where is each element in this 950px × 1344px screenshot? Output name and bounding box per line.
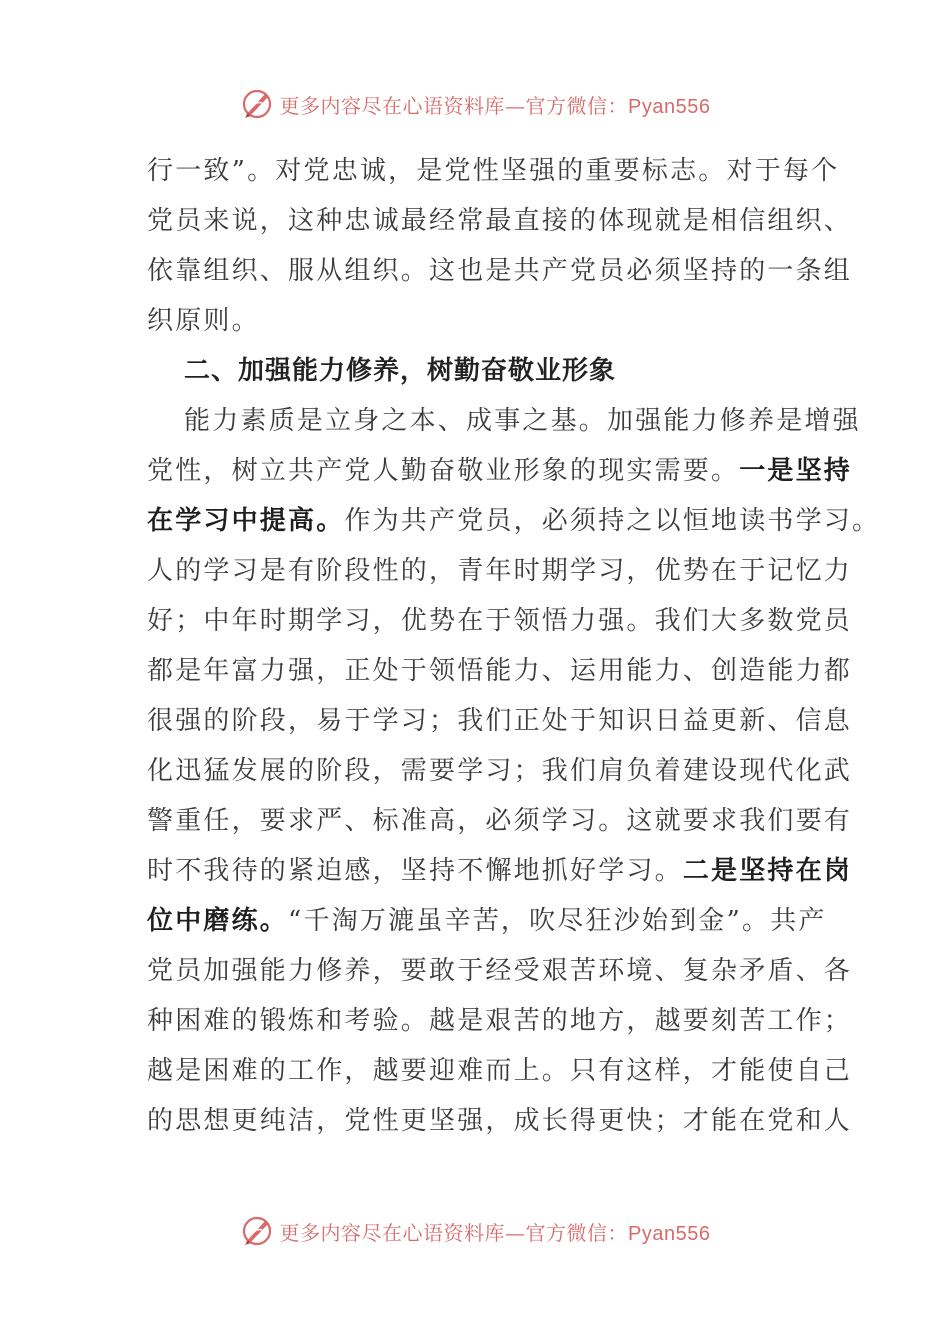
header-banner [0, 84, 950, 124]
text-line: 党员加强能力修养，要敢于经受艰苦环境、复杂矛盾、各 [147, 956, 853, 986]
text-line: 织原则。 [147, 306, 260, 336]
text-line: 依靠组织、服从组织。这也是共产党员必须坚持的一条组 [147, 256, 853, 286]
text-line: 都是年富力强，正处于领悟能力、运用能力、创造能力都 [147, 656, 853, 686]
wechat-id: Pyan556 [628, 95, 711, 118]
pen-circle-logo-icon [240, 1214, 274, 1248]
text-line: 位中磨练。“千淘万漉虽辛苦，吹尽狂沙始到金”。共产 [147, 906, 827, 936]
wechat-id: Pyan556 [628, 1222, 711, 1245]
text-line: 人的学习是有阶段性的，青年时期学习，优势在于记忆力 [147, 556, 853, 586]
text-line: 党员来说，这种忠诚最经常最直接的体现就是相信组织、 [147, 206, 853, 236]
text-line: 警重任，要求严、标准高，必须学习。这就要求我们要有 [147, 806, 853, 836]
document-body [147, 146, 881, 1146]
pen-circle-logo-icon [240, 87, 274, 121]
section-heading: 二、加强能力修养，树勤奋敬业形象 [184, 356, 617, 386]
bold-phrase: 位中磨练。 [147, 906, 289, 936]
text-line: 种困难的锻炼和考验。越是艰苦的地方，越要刻苦工作； [147, 1006, 853, 1036]
text-line: 能力素质是立身之本、成事之基。加强能力修养是增强 [184, 406, 861, 436]
banner-text: 更多内容尽在心语资料库—官方微信：Pyan556 [279, 93, 711, 118]
text-line: 越是困难的工作，越要迎难而上。只有这样，才能使自己 [147, 1056, 853, 1086]
text-line: 的思想更纯洁，党性更坚强，成长得更快；才能在党和人 [147, 1106, 853, 1136]
text-line: 化迅猛发展的阶段，需要学习；我们肩负着建设现代化武 [147, 756, 853, 786]
text-line: 很强的阶段，易于学习；我们正处于知识日益更新、信息 [147, 706, 853, 736]
text-line: 党性，树立共产党人勤奋敬业形象的现实需要。一是坚持 [147, 456, 853, 486]
banner-text: 更多内容尽在心语资料库—官方微信：Pyan556 [279, 1220, 711, 1245]
footer-banner [0, 1211, 950, 1251]
bold-phrase: 二是坚持在岗 [682, 856, 853, 886]
bold-phrase: 在学习中提高。 [147, 506, 345, 536]
text-line: 在学习中提高。作为共产党员，必须持之以恒地读书学习。 [147, 506, 881, 536]
text-line: 好；中年时期学习，优势在于领悟力强。我们大多数党员 [147, 606, 853, 636]
bold-phrase: 一是坚持 [739, 456, 853, 486]
text-line: 行一致”。对党忠诚，是党性坚强的重要标志。对于每个 [147, 156, 840, 186]
text-line: 时不我待的紧迫感，坚持不懈地抓好学习。二是坚持在岗 [147, 856, 853, 886]
